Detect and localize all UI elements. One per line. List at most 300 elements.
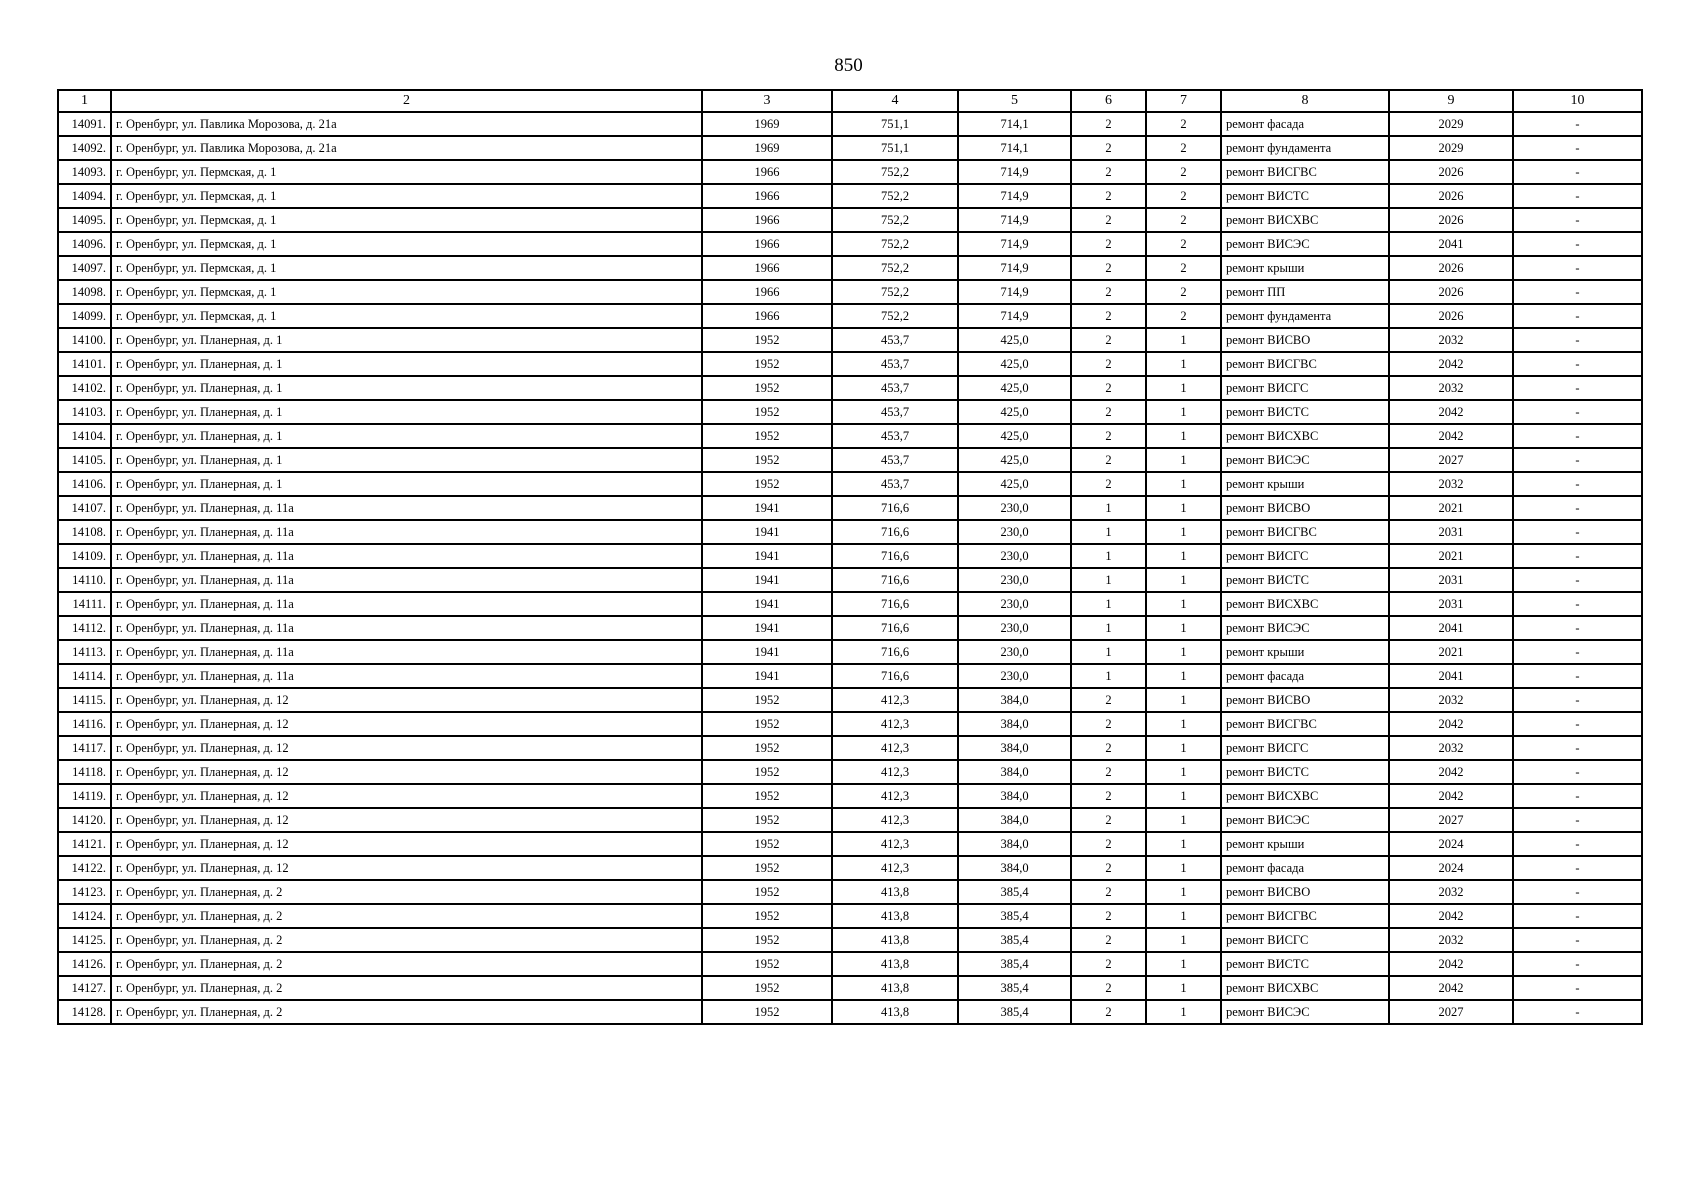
row-number-cell: 14122. — [58, 856, 111, 880]
planned-year-cell: 2032 — [1389, 688, 1513, 712]
table-row — [58, 712, 1642, 736]
work-type-cell: ремонт ВИСЭС — [1221, 808, 1389, 832]
floors-cell: 2 — [1071, 736, 1146, 760]
total-area-cell: 716,6 — [832, 592, 958, 616]
total-area-cell: 413,8 — [832, 1000, 958, 1024]
row-number-cell: 14104. — [58, 424, 111, 448]
total-area-cell: 412,3 — [832, 856, 958, 880]
note-cell: - — [1513, 808, 1642, 832]
total-area-cell: 716,6 — [832, 616, 958, 640]
total-area-cell: 453,7 — [832, 472, 958, 496]
entrances-cell: 1 — [1146, 736, 1221, 760]
total-area-cell: 752,2 — [832, 256, 958, 280]
header-row — [58, 90, 1642, 112]
note-cell: - — [1513, 472, 1642, 496]
total-area-cell: 751,1 — [832, 112, 958, 136]
entrances-cell: 1 — [1146, 568, 1221, 592]
living-area-cell: 714,1 — [958, 136, 1071, 160]
planned-year-cell: 2042 — [1389, 352, 1513, 376]
row-number-cell: 14119. — [58, 784, 111, 808]
entrances-cell: 1 — [1146, 952, 1221, 976]
column-header: 5 — [958, 90, 1071, 112]
living-area-cell: 714,9 — [958, 280, 1071, 304]
column-header: 3 — [702, 90, 832, 112]
note-cell: - — [1513, 664, 1642, 688]
planned-year-cell: 2021 — [1389, 640, 1513, 664]
note-cell: - — [1513, 736, 1642, 760]
address-cell: г. Оренбург, ул. Планерная, д. 11а — [111, 568, 702, 592]
address-cell: г. Оренбург, ул. Планерная, д. 2 — [111, 952, 702, 976]
address-cell: г. Оренбург, ул. Планерная, д. 2 — [111, 904, 702, 928]
table-row — [58, 544, 1642, 568]
address-cell: г. Оренбург, ул. Пермская, д. 1 — [111, 160, 702, 184]
total-area-cell: 453,7 — [832, 400, 958, 424]
year-built-cell: 1941 — [702, 496, 832, 520]
living-area-cell: 714,9 — [958, 160, 1071, 184]
column-header: 4 — [832, 90, 958, 112]
table-row — [58, 184, 1642, 208]
note-cell: - — [1513, 256, 1642, 280]
note-cell: - — [1513, 400, 1642, 424]
total-area-cell: 413,8 — [832, 904, 958, 928]
address-cell: г. Оренбург, ул. Планерная, д. 12 — [111, 712, 702, 736]
year-built-cell: 1952 — [702, 856, 832, 880]
work-type-cell: ремонт крыши — [1221, 832, 1389, 856]
living-area-cell: 714,9 — [958, 232, 1071, 256]
table-row — [58, 688, 1642, 712]
address-cell: г. Оренбург, ул. Планерная, д. 11а — [111, 640, 702, 664]
column-header: 1 — [58, 90, 111, 112]
living-area-cell: 425,0 — [958, 328, 1071, 352]
note-cell: - — [1513, 160, 1642, 184]
note-cell: - — [1513, 592, 1642, 616]
table-row — [58, 664, 1642, 688]
work-type-cell: ремонт ВИСВО — [1221, 328, 1389, 352]
row-number-cell: 14100. — [58, 328, 111, 352]
row-number-cell: 14120. — [58, 808, 111, 832]
living-area-cell: 425,0 — [958, 424, 1071, 448]
table-row — [58, 952, 1642, 976]
entrances-cell: 2 — [1146, 184, 1221, 208]
living-area-cell: 384,0 — [958, 808, 1071, 832]
row-number-cell: 14093. — [58, 160, 111, 184]
entrances-cell: 2 — [1146, 160, 1221, 184]
row-number-cell: 14097. — [58, 256, 111, 280]
row-number-cell: 14118. — [58, 760, 111, 784]
floors-cell: 2 — [1071, 880, 1146, 904]
entrances-cell: 1 — [1146, 688, 1221, 712]
table-row — [58, 568, 1642, 592]
year-built-cell: 1966 — [702, 184, 832, 208]
address-cell: г. Оренбург, ул. Планерная, д. 1 — [111, 328, 702, 352]
living-area-cell: 385,4 — [958, 928, 1071, 952]
entrances-cell: 1 — [1146, 376, 1221, 400]
note-cell: - — [1513, 688, 1642, 712]
note-cell: - — [1513, 928, 1642, 952]
year-built-cell: 1966 — [702, 280, 832, 304]
row-number-cell: 14126. — [58, 952, 111, 976]
row-number-cell: 14116. — [58, 712, 111, 736]
floors-cell: 2 — [1071, 280, 1146, 304]
table-row — [58, 1000, 1642, 1024]
year-built-cell: 1952 — [702, 760, 832, 784]
planned-year-cell: 2026 — [1389, 184, 1513, 208]
year-built-cell: 1941 — [702, 544, 832, 568]
year-built-cell: 1969 — [702, 136, 832, 160]
table-row — [58, 592, 1642, 616]
repair-schedule-table — [57, 89, 1643, 1025]
planned-year-cell: 2032 — [1389, 376, 1513, 400]
total-area-cell: 413,8 — [832, 880, 958, 904]
total-area-cell: 453,7 — [832, 448, 958, 472]
floors-cell: 2 — [1071, 976, 1146, 1000]
address-cell: г. Оренбург, ул. Павлика Морозова, д. 21а — [111, 112, 702, 136]
row-number-cell: 14106. — [58, 472, 111, 496]
work-type-cell: ремонт ВИСХВС — [1221, 976, 1389, 1000]
entrances-cell: 2 — [1146, 136, 1221, 160]
planned-year-cell: 2042 — [1389, 904, 1513, 928]
floors-cell: 1 — [1071, 664, 1146, 688]
entrances-cell: 1 — [1146, 664, 1221, 688]
row-number-cell: 14107. — [58, 496, 111, 520]
planned-year-cell: 2026 — [1389, 304, 1513, 328]
column-header: 8 — [1221, 90, 1389, 112]
total-area-cell: 716,6 — [832, 496, 958, 520]
work-type-cell: ремонт ВИСГВС — [1221, 520, 1389, 544]
planned-year-cell: 2026 — [1389, 280, 1513, 304]
entrances-cell: 1 — [1146, 544, 1221, 568]
floors-cell: 2 — [1071, 928, 1146, 952]
work-type-cell: ремонт ВИСЭС — [1221, 616, 1389, 640]
year-built-cell: 1952 — [702, 784, 832, 808]
address-cell: г. Оренбург, ул. Планерная, д. 11а — [111, 616, 702, 640]
entrances-cell: 1 — [1146, 424, 1221, 448]
address-cell: г. Оренбург, ул. Планерная, д. 12 — [111, 688, 702, 712]
address-cell: г. Оренбург, ул. Пермская, д. 1 — [111, 256, 702, 280]
living-area-cell: 425,0 — [958, 448, 1071, 472]
living-area-cell: 384,0 — [958, 736, 1071, 760]
entrances-cell: 1 — [1146, 352, 1221, 376]
floors-cell: 1 — [1071, 496, 1146, 520]
table-row — [58, 160, 1642, 184]
work-type-cell: ремонт ВИСХВС — [1221, 424, 1389, 448]
address-cell: г. Оренбург, ул. Планерная, д. 1 — [111, 400, 702, 424]
note-cell: - — [1513, 760, 1642, 784]
address-cell: г. Оренбург, ул. Планерная, д. 2 — [111, 928, 702, 952]
entrances-cell: 1 — [1146, 400, 1221, 424]
entrances-cell: 2 — [1146, 304, 1221, 328]
column-header: 10 — [1513, 90, 1642, 112]
floors-cell: 1 — [1071, 616, 1146, 640]
total-area-cell: 716,6 — [832, 520, 958, 544]
entrances-cell: 1 — [1146, 712, 1221, 736]
entrances-cell: 1 — [1146, 856, 1221, 880]
year-built-cell: 1952 — [702, 952, 832, 976]
column-header: 2 — [111, 90, 702, 112]
floors-cell: 2 — [1071, 688, 1146, 712]
page-number: 850 — [834, 55, 863, 76]
planned-year-cell: 2031 — [1389, 568, 1513, 592]
year-built-cell: 1966 — [702, 232, 832, 256]
total-area-cell: 412,3 — [832, 784, 958, 808]
year-built-cell: 1952 — [702, 472, 832, 496]
living-area-cell: 230,0 — [958, 616, 1071, 640]
entrances-cell: 1 — [1146, 904, 1221, 928]
work-type-cell: ремонт ВИСВО — [1221, 880, 1389, 904]
row-number-cell: 14123. — [58, 880, 111, 904]
work-type-cell: ремонт ВИСХВС — [1221, 784, 1389, 808]
entrances-cell: 1 — [1146, 640, 1221, 664]
table-row — [58, 280, 1642, 304]
note-cell: - — [1513, 328, 1642, 352]
living-area-cell: 714,1 — [958, 112, 1071, 136]
address-cell: г. Оренбург, ул. Планерная, д. 12 — [111, 832, 702, 856]
table-row — [58, 496, 1642, 520]
total-area-cell: 453,7 — [832, 424, 958, 448]
work-type-cell: ремонт ВИСХВС — [1221, 208, 1389, 232]
note-cell: - — [1513, 856, 1642, 880]
year-built-cell: 1966 — [702, 208, 832, 232]
work-type-cell: ремонт крыши — [1221, 472, 1389, 496]
work-type-cell: ремонт ВИСЭС — [1221, 232, 1389, 256]
column-header: 6 — [1071, 90, 1146, 112]
table-row — [58, 904, 1642, 928]
year-built-cell: 1952 — [702, 832, 832, 856]
row-number-cell: 14098. — [58, 280, 111, 304]
address-cell: г. Оренбург, ул. Планерная, д. 1 — [111, 376, 702, 400]
living-area-cell: 425,0 — [958, 376, 1071, 400]
planned-year-cell: 2042 — [1389, 976, 1513, 1000]
table-row — [58, 376, 1642, 400]
total-area-cell: 716,6 — [832, 568, 958, 592]
planned-year-cell: 2027 — [1389, 448, 1513, 472]
total-area-cell: 413,8 — [832, 976, 958, 1000]
table-row — [58, 424, 1642, 448]
planned-year-cell: 2042 — [1389, 784, 1513, 808]
planned-year-cell: 2026 — [1389, 256, 1513, 280]
total-area-cell: 453,7 — [832, 376, 958, 400]
total-area-cell: 752,2 — [832, 184, 958, 208]
table-row — [58, 304, 1642, 328]
entrances-cell: 1 — [1146, 784, 1221, 808]
column-header: 7 — [1146, 90, 1221, 112]
living-area-cell: 230,0 — [958, 592, 1071, 616]
note-cell: - — [1513, 952, 1642, 976]
table-row — [58, 328, 1642, 352]
work-type-cell: ремонт ВИСГВС — [1221, 904, 1389, 928]
total-area-cell: 412,3 — [832, 736, 958, 760]
planned-year-cell: 2031 — [1389, 520, 1513, 544]
year-built-cell: 1966 — [702, 304, 832, 328]
row-number-cell: 14109. — [58, 544, 111, 568]
entrances-cell: 1 — [1146, 928, 1221, 952]
work-type-cell: ремонт фасада — [1221, 856, 1389, 880]
note-cell: - — [1513, 304, 1642, 328]
entrances-cell: 2 — [1146, 232, 1221, 256]
total-area-cell: 752,2 — [832, 280, 958, 304]
work-type-cell: ремонт ВИСВО — [1221, 688, 1389, 712]
row-number-cell: 14117. — [58, 736, 111, 760]
planned-year-cell: 2042 — [1389, 400, 1513, 424]
total-area-cell: 413,8 — [832, 952, 958, 976]
entrances-cell: 1 — [1146, 760, 1221, 784]
table-row — [58, 352, 1642, 376]
planned-year-cell: 2032 — [1389, 928, 1513, 952]
table-row — [58, 232, 1642, 256]
entrances-cell: 1 — [1146, 832, 1221, 856]
work-type-cell: ремонт ВИСГС — [1221, 736, 1389, 760]
work-type-cell: ремонт ВИСЭС — [1221, 1000, 1389, 1024]
planned-year-cell: 2042 — [1389, 424, 1513, 448]
floors-cell: 2 — [1071, 760, 1146, 784]
year-built-cell: 1966 — [702, 160, 832, 184]
total-area-cell: 752,2 — [832, 208, 958, 232]
table-row — [58, 808, 1642, 832]
work-type-cell: ремонт ВИСГВС — [1221, 352, 1389, 376]
planned-year-cell: 2029 — [1389, 112, 1513, 136]
total-area-cell: 412,3 — [832, 760, 958, 784]
living-area-cell: 385,4 — [958, 952, 1071, 976]
floors-cell: 2 — [1071, 136, 1146, 160]
year-built-cell: 1952 — [702, 328, 832, 352]
note-cell: - — [1513, 208, 1642, 232]
note-cell: - — [1513, 1000, 1642, 1024]
work-type-cell: ремонт ВИСГВС — [1221, 712, 1389, 736]
total-area-cell: 412,3 — [832, 688, 958, 712]
living-area-cell: 384,0 — [958, 832, 1071, 856]
living-area-cell: 385,4 — [958, 1000, 1071, 1024]
address-cell: г. Оренбург, ул. Павлика Морозова, д. 21а — [111, 136, 702, 160]
living-area-cell: 384,0 — [958, 856, 1071, 880]
year-built-cell: 1941 — [702, 592, 832, 616]
floors-cell: 2 — [1071, 160, 1146, 184]
floors-cell: 2 — [1071, 400, 1146, 424]
work-type-cell: ремонт ВИСГС — [1221, 928, 1389, 952]
planned-year-cell: 2042 — [1389, 760, 1513, 784]
year-built-cell: 1941 — [702, 616, 832, 640]
address-cell: г. Оренбург, ул. Планерная, д. 2 — [111, 1000, 702, 1024]
total-area-cell: 716,6 — [832, 544, 958, 568]
living-area-cell: 230,0 — [958, 568, 1071, 592]
living-area-cell: 714,9 — [958, 304, 1071, 328]
table-row — [58, 448, 1642, 472]
note-cell: - — [1513, 496, 1642, 520]
work-type-cell: ремонт ПП — [1221, 280, 1389, 304]
floors-cell: 2 — [1071, 448, 1146, 472]
note-cell: - — [1513, 280, 1642, 304]
address-cell: г. Оренбург, ул. Планерная, д. 11а — [111, 592, 702, 616]
floors-cell: 2 — [1071, 112, 1146, 136]
work-type-cell: ремонт крыши — [1221, 256, 1389, 280]
planned-year-cell: 2027 — [1389, 808, 1513, 832]
living-area-cell: 230,0 — [958, 544, 1071, 568]
entrances-cell: 1 — [1146, 616, 1221, 640]
work-type-cell: ремонт фасада — [1221, 664, 1389, 688]
address-cell: г. Оренбург, ул. Пермская, д. 1 — [111, 232, 702, 256]
planned-year-cell: 2031 — [1389, 592, 1513, 616]
planned-year-cell: 2027 — [1389, 1000, 1513, 1024]
total-area-cell: 453,7 — [832, 352, 958, 376]
note-cell: - — [1513, 568, 1642, 592]
row-number-cell: 14113. — [58, 640, 111, 664]
living-area-cell: 230,0 — [958, 496, 1071, 520]
address-cell: г. Оренбург, ул. Планерная, д. 2 — [111, 976, 702, 1000]
floors-cell: 2 — [1071, 784, 1146, 808]
year-built-cell: 1966 — [702, 256, 832, 280]
living-area-cell: 384,0 — [958, 784, 1071, 808]
year-built-cell: 1952 — [702, 376, 832, 400]
note-cell: - — [1513, 544, 1642, 568]
row-number-cell: 14101. — [58, 352, 111, 376]
entrances-cell: 1 — [1146, 496, 1221, 520]
living-area-cell: 230,0 — [958, 640, 1071, 664]
work-type-cell: ремонт ВИСЭС — [1221, 448, 1389, 472]
address-cell: г. Оренбург, ул. Планерная, д. 12 — [111, 784, 702, 808]
work-type-cell: ремонт крыши — [1221, 640, 1389, 664]
work-type-cell: ремонт ВИСТС — [1221, 952, 1389, 976]
total-area-cell: 752,2 — [832, 160, 958, 184]
entrances-cell: 1 — [1146, 472, 1221, 496]
year-built-cell: 1952 — [702, 424, 832, 448]
work-type-cell: ремонт ВИСТС — [1221, 568, 1389, 592]
address-cell: г. Оренбург, ул. Планерная, д. 1 — [111, 472, 702, 496]
floors-cell: 2 — [1071, 256, 1146, 280]
total-area-cell: 413,8 — [832, 928, 958, 952]
row-number-cell: 14127. — [58, 976, 111, 1000]
row-number-cell: 14115. — [58, 688, 111, 712]
address-cell: г. Оренбург, ул. Планерная, д. 12 — [111, 736, 702, 760]
year-built-cell: 1952 — [702, 808, 832, 832]
entrances-cell: 2 — [1146, 112, 1221, 136]
note-cell: - — [1513, 136, 1642, 160]
table-row — [58, 832, 1642, 856]
living-area-cell: 230,0 — [958, 520, 1071, 544]
living-area-cell: 714,9 — [958, 256, 1071, 280]
row-number-cell: 14092. — [58, 136, 111, 160]
table-row — [58, 736, 1642, 760]
floors-cell: 2 — [1071, 952, 1146, 976]
planned-year-cell: 2032 — [1389, 328, 1513, 352]
planned-year-cell: 2041 — [1389, 232, 1513, 256]
year-built-cell: 1952 — [702, 688, 832, 712]
work-type-cell: ремонт ВИСТС — [1221, 760, 1389, 784]
address-cell: г. Оренбург, ул. Планерная, д. 1 — [111, 424, 702, 448]
year-built-cell: 1952 — [702, 736, 832, 760]
table-row — [58, 640, 1642, 664]
total-area-cell: 752,2 — [832, 232, 958, 256]
planned-year-cell: 2021 — [1389, 544, 1513, 568]
table-row — [58, 256, 1642, 280]
work-type-cell: ремонт ВИСХВС — [1221, 592, 1389, 616]
table-body — [58, 112, 1642, 1024]
note-cell: - — [1513, 232, 1642, 256]
living-area-cell: 384,0 — [958, 688, 1071, 712]
floors-cell: 2 — [1071, 904, 1146, 928]
address-cell: г. Оренбург, ул. Планерная, д. 11а — [111, 496, 702, 520]
row-number-cell: 14124. — [58, 904, 111, 928]
floors-cell: 2 — [1071, 856, 1146, 880]
floors-cell: 1 — [1071, 592, 1146, 616]
planned-year-cell: 2042 — [1389, 712, 1513, 736]
note-cell: - — [1513, 352, 1642, 376]
living-area-cell: 385,4 — [958, 976, 1071, 1000]
living-area-cell: 714,9 — [958, 208, 1071, 232]
note-cell: - — [1513, 976, 1642, 1000]
work-type-cell: ремонт ВИСВО — [1221, 496, 1389, 520]
address-cell: г. Оренбург, ул. Планерная, д. 1 — [111, 448, 702, 472]
row-number-cell: 14102. — [58, 376, 111, 400]
note-cell: - — [1513, 616, 1642, 640]
